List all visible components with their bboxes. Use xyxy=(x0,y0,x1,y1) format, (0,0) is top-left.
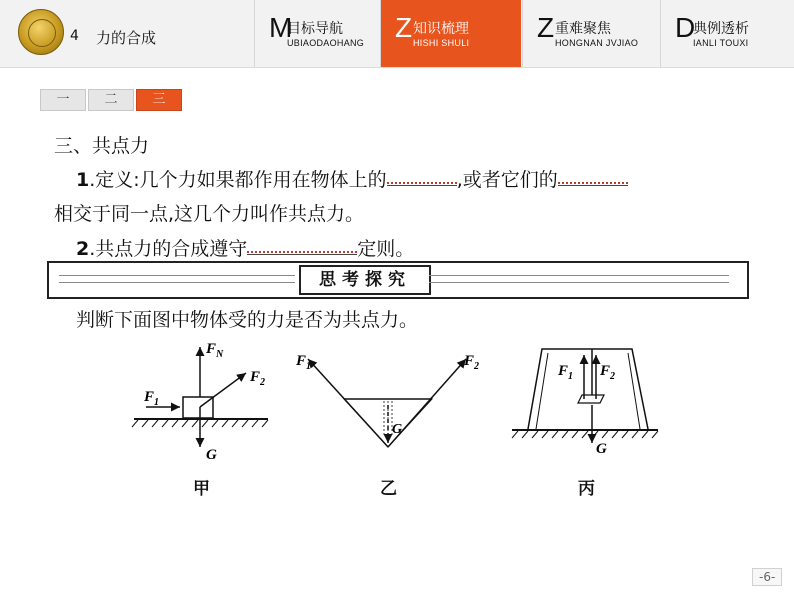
svg-text:G: G xyxy=(596,441,607,457)
figure-jia xyxy=(128,335,278,475)
lesson-number: 4 xyxy=(70,28,79,44)
page-number: -6- xyxy=(752,568,782,586)
section-heading: 三、共点力 xyxy=(54,135,150,157)
section-button-3[interactable]: 三 xyxy=(136,89,182,111)
svg-text:F1: $F_1$ xyxy=(558,363,574,382)
tab-label: 目标导航 xyxy=(287,21,343,37)
section-button-2[interactable]: 二 xyxy=(88,89,134,111)
tab-zhongnan[interactable] xyxy=(522,0,663,67)
svg-text:FN: $F_N$ xyxy=(206,341,224,360)
tab-letter: Z xyxy=(395,12,413,43)
svg-text:F1: $F_1$ xyxy=(296,353,312,372)
tab-label: 典例透析 xyxy=(693,21,749,37)
tab-pinyin: HONGNAN JVJIAO xyxy=(555,38,639,48)
tab-label: 知识梳理 xyxy=(413,21,469,37)
tab-label: 重难聚焦 xyxy=(555,21,611,37)
definition-text-a: .定义:几个力如果都作用在物体上的 xyxy=(89,169,387,191)
rule-text-b: 定则。 xyxy=(357,238,415,260)
figure-bing xyxy=(508,335,668,465)
rule-text-a: .共点力的合成遵守 xyxy=(89,238,248,260)
svg-text:F2: $F_2$ xyxy=(600,363,616,382)
definition-text-b: ,或者它们的 xyxy=(456,169,558,191)
svg-text:F2: $F_2$ xyxy=(250,369,266,388)
figure-caption-yi: 乙 xyxy=(380,479,397,499)
lesson-title: 力的合成 xyxy=(96,29,157,47)
figure-yi xyxy=(296,335,496,465)
tab-pinyin: IANLI TOUXI xyxy=(693,38,749,48)
tab-letter: Z xyxy=(537,12,555,43)
tab-pinyin: UBIAODAOHANG xyxy=(287,38,365,48)
fill-blank-2 xyxy=(558,169,628,186)
tab-letter: D xyxy=(675,12,696,43)
svg-text:G: G xyxy=(206,447,217,463)
think-explore-banner xyxy=(47,261,749,299)
rule-line xyxy=(76,234,414,261)
fill-blank-3 xyxy=(247,238,357,255)
section-button-1[interactable]: 一 xyxy=(40,89,86,111)
definition-line-1 xyxy=(76,165,628,192)
question-text: 判断下面图中物体受的力是否为共点力。 xyxy=(76,309,419,331)
svg-text:G: G xyxy=(392,422,403,437)
think-explore-label: 思考探究 xyxy=(299,265,431,295)
tab-letter: M xyxy=(269,12,293,43)
figure-caption-bing: 丙 xyxy=(578,479,595,499)
school-logo xyxy=(18,9,64,55)
definition-line-2: 相交于同一点,这几个力叫作共点力。 xyxy=(54,203,365,225)
tab-mubiao[interactable] xyxy=(254,0,395,67)
tab-zhishi[interactable] xyxy=(380,0,521,67)
item-number: 2 xyxy=(76,238,90,260)
tab-dianli[interactable] xyxy=(660,0,794,67)
header-bar xyxy=(0,0,794,68)
fill-blank-1 xyxy=(387,169,457,186)
figure-caption-jia: 甲 xyxy=(193,479,210,499)
svg-text:F1: $F_1$ xyxy=(144,389,160,408)
svg-text:F2: $F_2$ xyxy=(464,353,480,372)
item-number: 1 xyxy=(76,169,90,191)
tab-pinyin: HISHI SHULI xyxy=(413,38,470,48)
